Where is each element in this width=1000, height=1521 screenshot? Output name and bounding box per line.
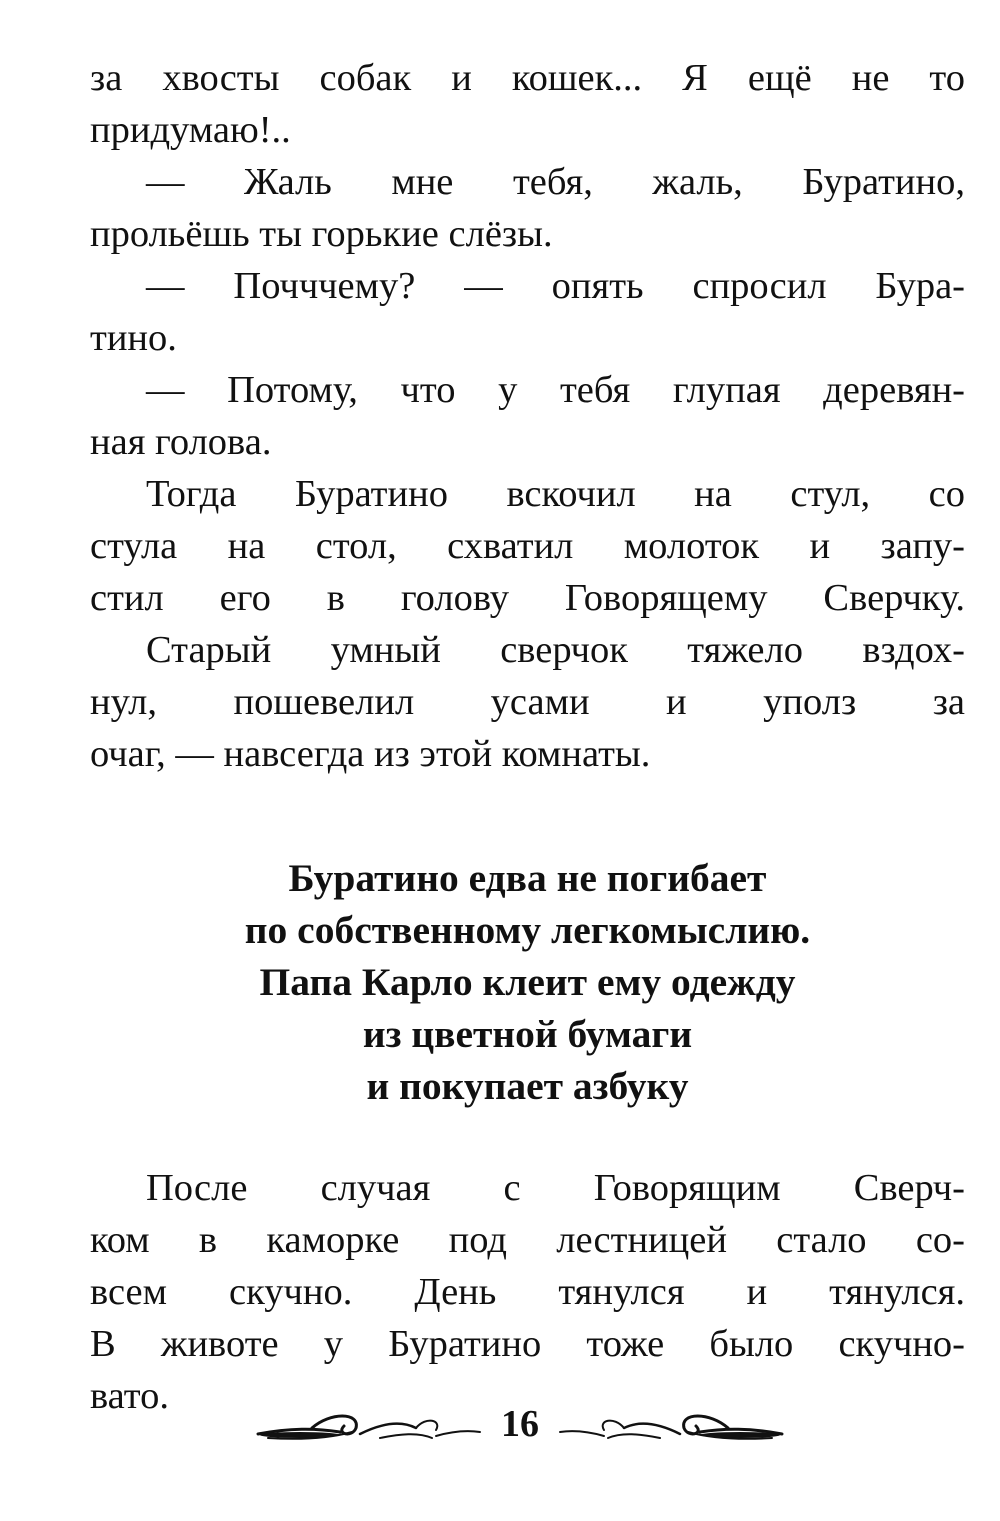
chapter-heading xyxy=(90,852,965,1112)
text-line: тино. xyxy=(90,317,177,359)
heading-line: и покупает азбуку xyxy=(366,1064,689,1108)
text-line: После случая с Говорящим Сверч- xyxy=(146,1167,965,1209)
text-line: прольёшь ты горькие слёзы. xyxy=(90,213,553,255)
text-line: — Почччему? — опять спросил Бура- xyxy=(146,265,965,307)
text-line: — Потому, что у тебя глупая деревян- xyxy=(146,369,965,411)
heading-line: по собственному легкомыслию. xyxy=(244,908,811,952)
text-line: Тогда Буратино вскочил на стул, со xyxy=(146,473,965,515)
text-line: всем скучно. День тянулся и тянулся. xyxy=(90,1271,965,1313)
text-line: В животе у Буратино тоже было скучно- xyxy=(90,1323,965,1365)
text-line: придумаю!.. xyxy=(90,109,291,151)
text-block-top xyxy=(90,52,965,780)
text-line: стула на стол, схватил молоток и запу- xyxy=(90,525,965,567)
text-line: очаг, — навсегда из этой комнаты. xyxy=(90,733,651,775)
page-number: 16 xyxy=(501,1403,539,1445)
text-line: Старый умный сверчок тяжело вздох- xyxy=(146,629,965,671)
text-line: стил его в голову Говорящему Сверчку. xyxy=(90,577,965,619)
text-block-bottom xyxy=(90,1162,965,1422)
text-line: вато. xyxy=(90,1375,169,1417)
text-line: нул, пошевелил усами и уполз за xyxy=(90,681,965,723)
heading-line: Буратино едва не погибает xyxy=(288,856,767,900)
heading-line: из цветной бумаги xyxy=(362,1012,693,1056)
page-footer xyxy=(240,1398,800,1458)
text-line: — Жаль мне тебя, жаль, Буратино, xyxy=(146,161,965,203)
heading-line: Папа Карло клеит ему одежду xyxy=(259,960,796,1004)
text-line: ная голова. xyxy=(90,421,272,463)
text-line: за хвосты собак и кошек... Я ещё не то xyxy=(90,57,965,99)
text-line: ком в каморке под лестницей стало со- xyxy=(90,1219,965,1261)
